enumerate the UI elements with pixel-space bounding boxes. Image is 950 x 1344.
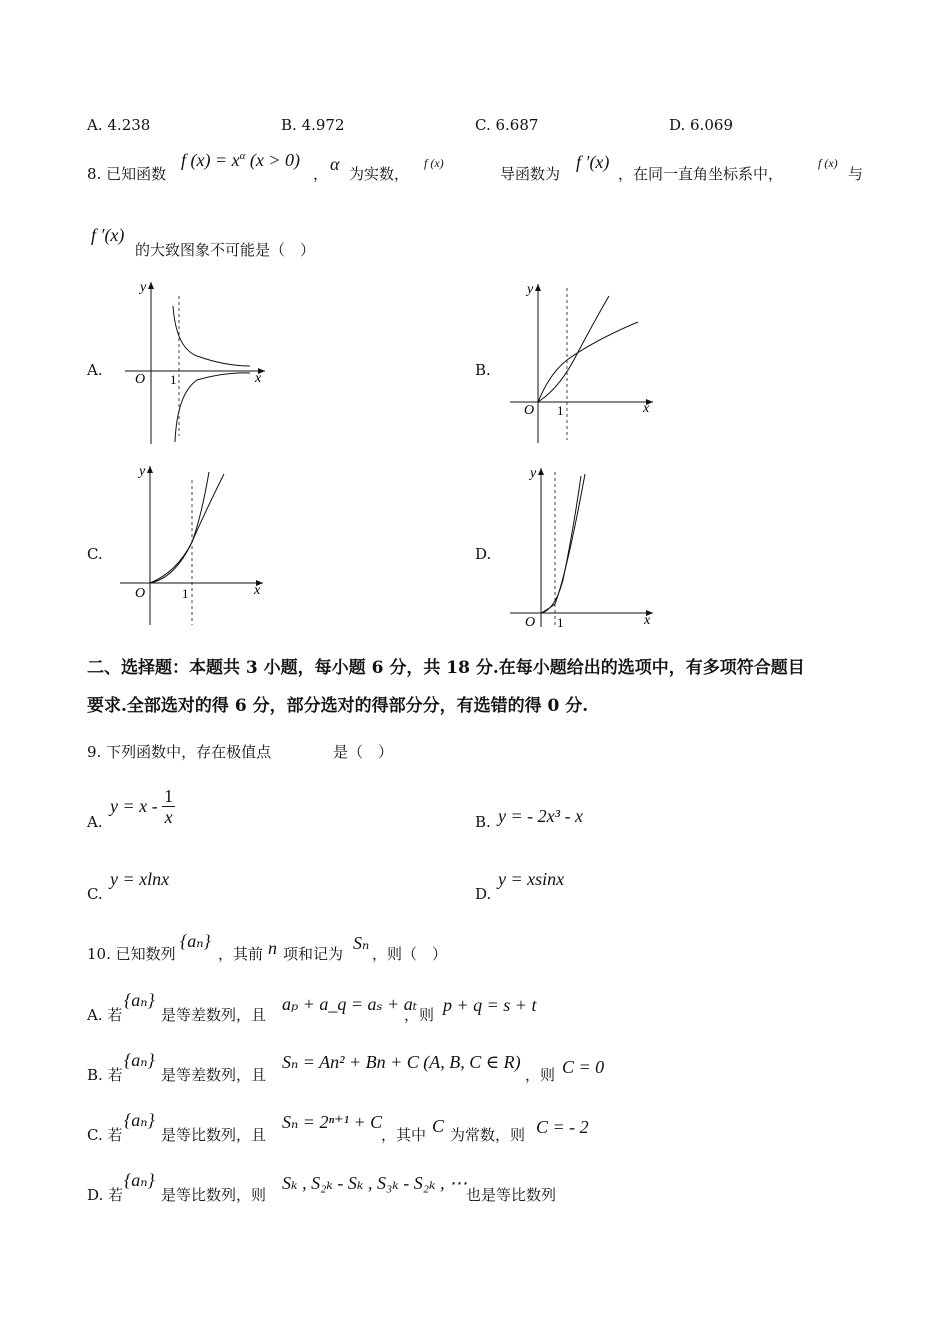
graph-b-origin: O	[524, 403, 535, 418]
q9-option-a-label: A.	[87, 813, 103, 831]
q8-fx-small: f (x)	[424, 156, 444, 170]
q8-option-a-label: A.	[87, 361, 103, 379]
q10-option-a-result: p + q = s + t	[443, 995, 537, 1015]
section2-line2: 要求.全部选对的得 6 分，部分选对的得部分分，有选错的得 0 分.	[87, 696, 589, 716]
q8-number: 8. 已知函数	[87, 165, 167, 183]
q10-text-4: ，则（ ）	[372, 945, 448, 963]
q10-option-b-expr: Sₙ = An² + Bn + C (A, B, C ∈ R)	[282, 1052, 521, 1072]
q9-option-a-expr: y = x - $\frac{1}{x}$	[110, 786, 174, 827]
q9-option-b-expr: y = - 2x³ - x	[498, 806, 583, 826]
q8-option-d-label: D.	[475, 545, 492, 563]
graph-b	[505, 278, 665, 448]
graph-c-y-arrow	[147, 466, 153, 473]
q8-text-3: 导函数为	[500, 165, 561, 183]
q9-option-d-expr: y = xsinx	[498, 869, 565, 889]
q7-option-d: D. 6.069	[669, 116, 733, 134]
q8-text-5: 与	[848, 165, 864, 183]
q10-option-d-text: 是等比数列，则	[161, 1186, 267, 1204]
q10-option-b-result: C = 0	[562, 1057, 605, 1077]
graph-d-origin: O	[525, 615, 536, 630]
q10-stem: 10. 已知数列	[87, 945, 176, 963]
q10-option-b-seq: {aₙ}	[124, 1050, 155, 1070]
graph-c	[115, 460, 275, 630]
q10-option-d-seq: {aₙ}	[124, 1170, 155, 1190]
q9-option-c-expr: y = xlnx	[110, 869, 170, 889]
graph-d	[505, 462, 665, 632]
q8-fprime-2: f ′(x)	[91, 225, 125, 245]
graph-a-x-label: x	[255, 371, 262, 386]
graph-a-curve-lower	[175, 373, 250, 442]
q8-alpha: α	[330, 154, 340, 174]
graph-a-y-label: y	[140, 280, 147, 295]
graph-a	[115, 276, 275, 446]
q10-option-c-result: C = - 2	[536, 1117, 589, 1137]
q10-option-a-text: 是等差数列，且	[161, 1006, 267, 1024]
q8-comma: ，	[313, 165, 329, 183]
q10-n: n	[268, 938, 277, 958]
q9-option-b-label: B.	[475, 813, 491, 831]
q10-seq: {aₙ}	[180, 931, 211, 951]
graph-b-y-arrow	[535, 284, 541, 291]
q9-option-a-fraction: $\frac{1}{x}$	[164, 786, 174, 827]
q7-option-c: C. 6.687	[475, 116, 539, 134]
graph-b-y-label: y	[527, 282, 534, 297]
q8-fprime: f ′(x)	[576, 152, 610, 172]
graph-c-origin: O	[135, 586, 146, 601]
q8-text-4: ，在同一直角坐标系中，	[618, 165, 784, 183]
graph-d-curve-2	[541, 476, 581, 613]
q10-option-c-seq: {aₙ}	[124, 1110, 155, 1130]
graph-b-tick-1: 1	[557, 403, 564, 418]
q9-stem: 9. 下列函数中，存在极值点	[87, 743, 272, 761]
graph-b-x-label: x	[643, 401, 650, 416]
q9-option-c-label: C.	[87, 885, 103, 903]
q10-option-d-expr: Sₖ , S₂ₖ - Sₖ , S₃ₖ - S₂ₖ , ⋯	[282, 1173, 468, 1193]
q10-option-a-expr: aₚ + a_q = aₛ + aₜ	[282, 994, 418, 1014]
graph-c-tick-1: 1	[182, 586, 189, 601]
q10-option-a-seq: {aₙ}	[124, 990, 155, 1010]
q10-option-b-then: ，则	[525, 1066, 556, 1084]
graph-a-curve-upper	[173, 306, 250, 366]
q8-function-def: f $(x) = x^\alpha$ (x > 0)	[181, 150, 301, 170]
q9-stem-end: 是（ ）	[333, 743, 394, 761]
q10-text-3: 项和记为	[283, 945, 344, 963]
q8-option-b-label: B.	[475, 361, 491, 379]
q10-option-d: D. 若	[87, 1186, 124, 1204]
q10-option-b-text: 是等差数列，且	[161, 1066, 267, 1084]
graph-c-curve-1	[150, 474, 224, 583]
graph-a-origin: O	[135, 372, 146, 387]
graph-d-y-arrow	[538, 468, 544, 475]
q10-sn: Sₙ	[353, 933, 370, 953]
q10-option-d-text-2: 也是等比数列	[466, 1186, 557, 1204]
q7-option-b: B. 4.972	[281, 116, 345, 134]
graph-b-curve-convex	[538, 296, 609, 402]
graph-a-y-arrow	[148, 282, 154, 289]
graph-d-tick-1: 1	[557, 615, 564, 630]
section2-line1: 二、选择题：本题共 3 小题，每小题 6 分，共 18 分.在每小题给出的选项中，有多项符合题目	[87, 658, 805, 678]
q8-text-6: 的大致图象不可能是（ ）	[135, 241, 316, 259]
q10-option-a-then: ，则	[404, 1006, 435, 1024]
q10-option-c-where: ，其中	[381, 1126, 427, 1144]
q10-option-c-text-2: 为常数，则	[450, 1126, 526, 1144]
q10-option-c-expr: Sₙ = 2ⁿ⁺¹ + C	[282, 1112, 383, 1132]
q8-text-2: 为实数，	[349, 165, 410, 183]
q8-option-c-label: C.	[87, 545, 103, 563]
q9-option-d-label: D.	[475, 885, 492, 903]
graph-c-y-label: y	[139, 464, 146, 479]
graph-c-curve-2	[150, 472, 209, 583]
graph-c-x-label: x	[254, 583, 261, 598]
q7-option-a: A. 4.238	[87, 116, 151, 134]
q10-option-c: C. 若	[87, 1126, 123, 1144]
q10-option-b: B. 若	[87, 1066, 123, 1084]
graph-d-x-label: x	[644, 613, 651, 628]
q10-option-c-text: 是等比数列，且	[161, 1126, 267, 1144]
q8-fx-small-2: f (x)	[818, 156, 838, 170]
graph-d-y-label: y	[530, 466, 537, 481]
graph-a-tick-1: 1	[170, 372, 177, 387]
q10-option-c-var: C	[432, 1116, 445, 1136]
q10-text-2: ，其前	[218, 945, 264, 963]
q10-option-a: A. 若	[87, 1006, 123, 1024]
